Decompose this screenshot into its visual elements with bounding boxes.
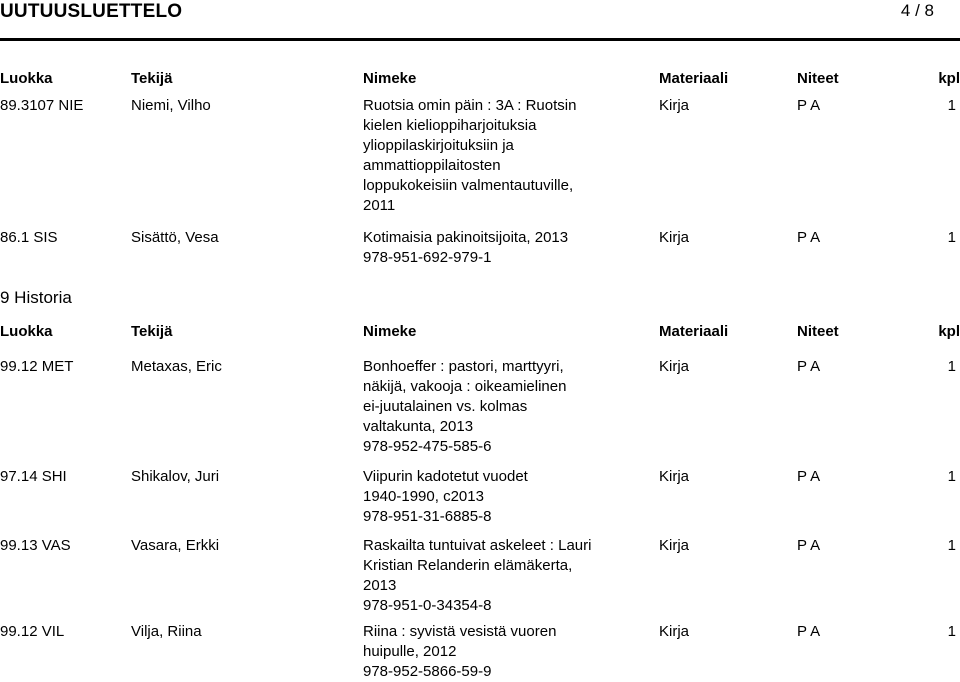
cell-materiaali: Kirja	[659, 623, 690, 640]
nimeke-line: 978-952-5866-59-9	[363, 663, 492, 680]
nimeke-line: ammattioppilaitosten	[363, 157, 501, 174]
page-number: 4 / 8	[900, 1, 934, 20]
cell-nimeke	[363, 96, 633, 216]
cell-nimeke	[363, 467, 633, 527]
col-header-nimeke: Nimeke	[363, 323, 417, 340]
cell-luokka: 99.12 MET	[0, 358, 74, 375]
nimeke-line: 978-951-0-34354-8	[363, 597, 492, 614]
nimeke-line: näkijä, vakooja : oikeamielinen	[363, 378, 567, 395]
nimeke-line: 978-951-692-979-1	[363, 249, 492, 266]
cell-luokka: 86.1 SIS	[0, 229, 58, 246]
col-header-niteet: Niteet	[797, 70, 839, 87]
cell-tekija: Sisättö, Vesa	[131, 229, 219, 246]
cell-materiaali: Kirja	[659, 537, 690, 554]
cell-kpl: 1	[947, 358, 956, 375]
cell-nimeke	[363, 357, 633, 457]
cell-materiaali: Kirja	[659, 229, 690, 246]
nimeke-line: Raskailta tuntuivat askeleet : Lauri	[363, 537, 592, 554]
cell-niteet: P A	[797, 358, 821, 375]
cell-kpl: 1	[947, 468, 956, 485]
nimeke-line: 978-951-31-6885-8	[363, 508, 492, 525]
nimeke-line: 2011	[363, 197, 396, 214]
cell-niteet: P A	[797, 97, 821, 114]
nimeke-line: Riina : syvistä vesistä vuoren	[363, 623, 557, 640]
cell-nimeke	[363, 622, 633, 682]
nimeke-line: Ruotsia omin päin : 3A : Ruotsin	[363, 97, 577, 114]
cell-kpl: 1	[947, 623, 956, 640]
cell-materiaali: Kirja	[659, 468, 690, 485]
cell-niteet: P A	[797, 623, 821, 640]
nimeke-line: 978-952-475-585-6	[363, 438, 492, 455]
nimeke-line: valtakunta, 2013	[363, 418, 474, 435]
cell-kpl: 1	[947, 229, 956, 246]
nimeke-line: 2013	[363, 577, 397, 594]
nimeke-line: huipulle, 2012	[363, 643, 457, 660]
col-header-kpl: kpl	[938, 323, 960, 340]
cell-kpl: 1	[947, 97, 956, 114]
col-header-nimeke: Nimeke	[363, 70, 417, 87]
col-header-luokka: Luokka	[0, 323, 53, 340]
cell-niteet: P A	[797, 229, 821, 246]
cell-niteet: P A	[797, 537, 821, 554]
nimeke-line: ei-juutalainen vs. kolmas	[363, 398, 528, 415]
cell-kpl: 1	[947, 537, 956, 554]
col-header-tekija: Tekijä	[131, 323, 173, 340]
cell-nimeke	[363, 536, 633, 616]
cell-materiaali: Kirja	[659, 358, 690, 375]
cell-luokka: 99.12 VIL	[0, 623, 65, 640]
col-header-materiaali: Materiaali	[659, 323, 729, 340]
col-header-tekija: Tekijä	[131, 70, 173, 87]
cell-niteet: P A	[797, 468, 821, 485]
nimeke-line: kielen kielioppiharjoituksia	[363, 117, 537, 134]
nimeke-line: Viipurin kadotetut vuodet	[363, 468, 528, 485]
cell-luokka: 99.13 VAS	[0, 537, 71, 554]
cell-tekija: Niemi, Vilho	[131, 97, 211, 114]
cell-tekija: Metaxas, Eric	[131, 358, 222, 375]
nimeke-line: Kotimaisia pakinoitsijoita, 2013	[363, 229, 569, 246]
nimeke-line: Bonhoeffer : pastori, marttyyri,	[363, 358, 564, 375]
cell-materiaali: Kirja	[659, 97, 690, 114]
col-header-materiaali: Materiaali	[659, 70, 729, 87]
cell-luokka: 89.3107 NIE	[0, 97, 84, 114]
section-heading: 9 Historia	[0, 288, 72, 307]
cell-tekija: Shikalov, Juri	[131, 468, 220, 485]
cell-tekija: Vilja, Riina	[131, 623, 202, 640]
nimeke-line: loppukokeisiin valmentautuville,	[363, 177, 574, 194]
page-title: UUTUUSLUETTELO	[0, 1, 183, 22]
cell-tekija: Vasara, Erkki	[131, 537, 220, 554]
cell-nimeke	[363, 228, 633, 268]
cell-luokka: 97.14 SHI	[0, 468, 67, 485]
nimeke-line: 1940-1990, c2013	[363, 488, 484, 505]
col-header-luokka: Luokka	[0, 70, 53, 87]
col-header-kpl: kpl	[938, 70, 960, 87]
nimeke-line: Kristian Relanderin elämäkerta,	[363, 557, 573, 574]
col-header-niteet: Niteet	[797, 323, 839, 340]
title-rule	[0, 38, 960, 41]
nimeke-line: ylioppilaskirjoituksiin ja	[363, 137, 514, 154]
